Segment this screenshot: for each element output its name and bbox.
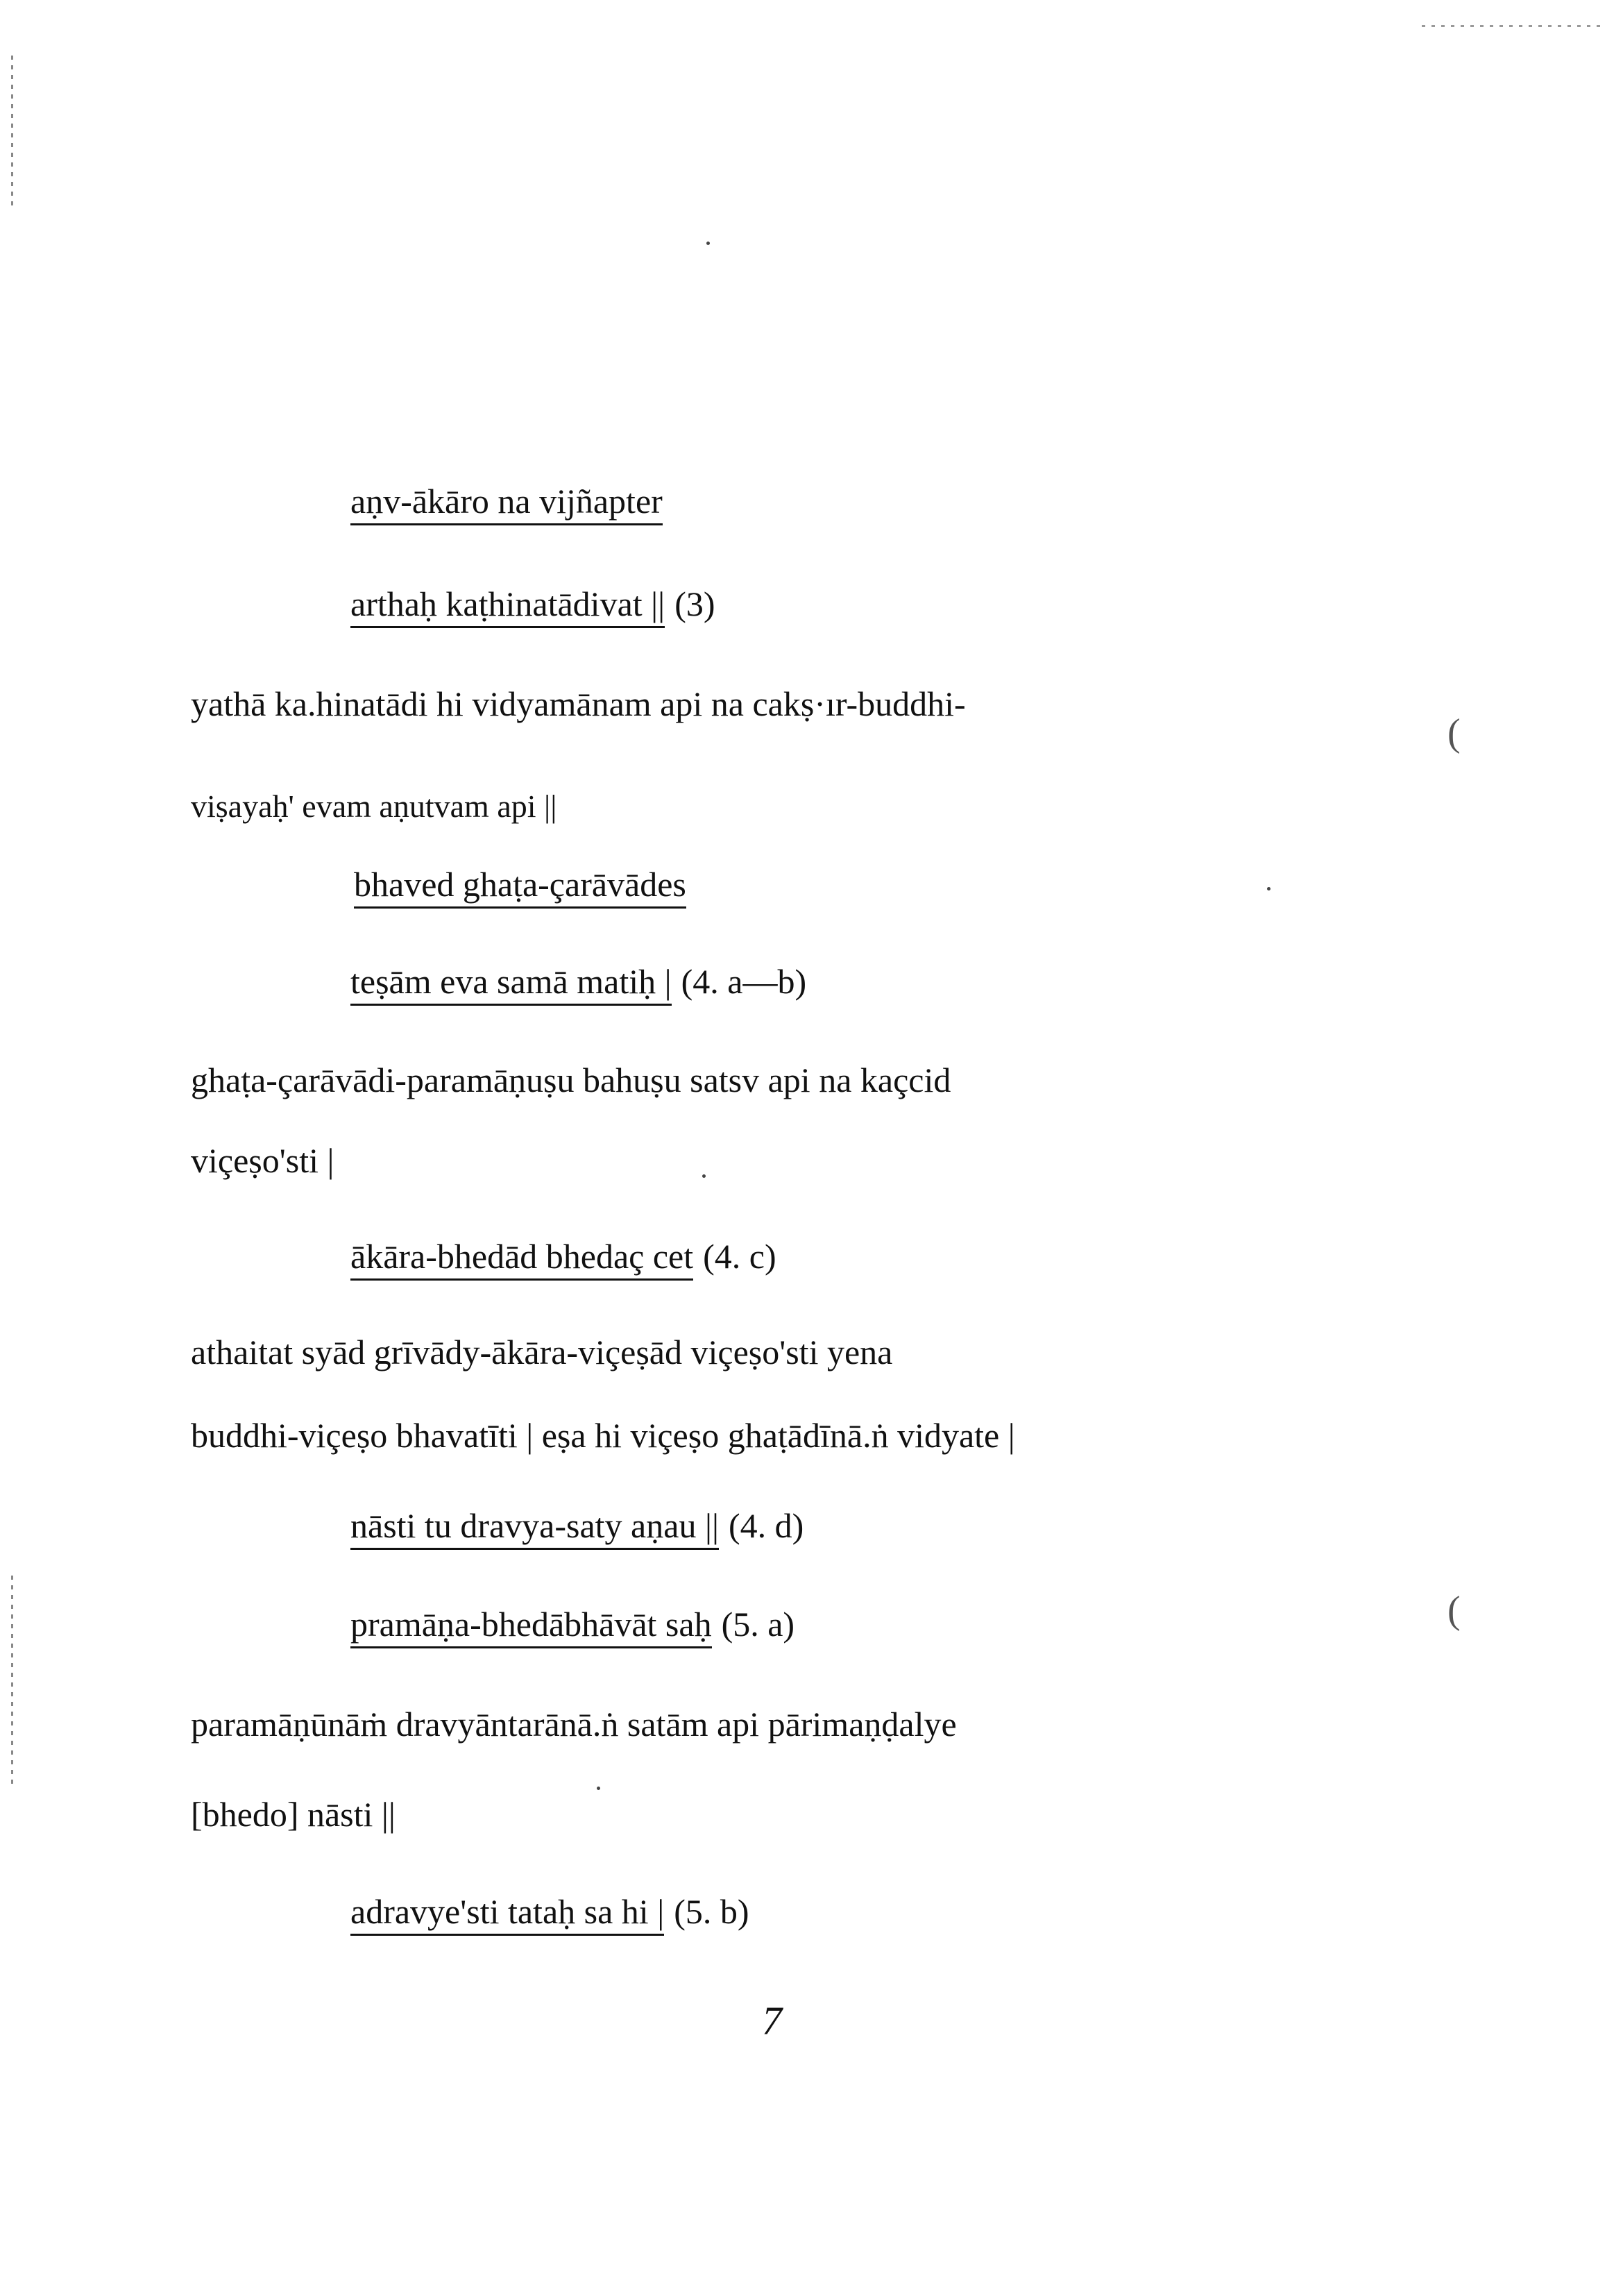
scan-edge-artifact <box>11 1576 13 1784</box>
verse-line <box>350 1891 749 1932</box>
commentary-text: buddhi-viçeṣo bhavatīti | eṣa hi viçeṣo ghaṭādīnā.ṅ vidyate | <box>191 1416 1015 1455</box>
commentary-text: athaitat syād grīvādy-ākāra-viçeṣād viçeṣo'sti yena <box>191 1333 893 1371</box>
commentary-line <box>191 1331 892 1373</box>
margin-mark: ( <box>1447 711 1461 754</box>
scan-speck <box>1267 887 1271 890</box>
verse-reference: (3) <box>674 584 715 623</box>
commentary-text: ghaṭa-çarāvādi-paramāṇuṣu bahuṣu satsv api na kaçcid <box>191 1061 951 1099</box>
commentary-text: paramāṇūnāṁ dravyāntarānā.ṅ satām api pārimaṇḍalye <box>191 1705 957 1744</box>
verse-reference: (4. d) <box>728 1506 804 1545</box>
commentary-text: viṣayaḥ' evam aṇutvam api || <box>191 788 557 824</box>
page-number: 7 <box>762 1998 782 2043</box>
scan-speck <box>702 1174 706 1178</box>
commentary-line <box>191 1703 957 1745</box>
commentary-line <box>191 1140 334 1181</box>
verse-reference: (5. b) <box>674 1892 749 1931</box>
verse-line <box>354 863 686 905</box>
verse-line <box>350 583 715 625</box>
commentary-text: viçeṣo'sti | <box>191 1141 334 1180</box>
commentary-line <box>191 786 556 827</box>
commentary-text: yathā ka.hinatādi hi vidyamānam api na cakṣ·ır-buddhi- <box>191 684 966 723</box>
verse-line <box>350 480 663 522</box>
verse-line <box>350 961 806 1002</box>
verse-reference: (5. a) <box>721 1605 795 1644</box>
verse-reference: (4. a—b) <box>681 962 807 1001</box>
verse-text: adravye'sti tataḥ sa hi | <box>350 1892 664 1936</box>
verse-line <box>350 1603 794 1645</box>
verse-text: nāsti tu dravya-saty aṇau || <box>350 1506 719 1550</box>
verse-text: pramāṇa-bhedābhāvāt saḥ <box>350 1605 712 1648</box>
commentary-line <box>191 1059 951 1101</box>
commentary-text: [bhedo] nāsti || <box>191 1795 396 1834</box>
commentary-line <box>191 683 966 725</box>
scan-speck <box>706 242 710 245</box>
scan-edge-artifact <box>11 56 13 208</box>
verse-text: arthaḥ kaṭhinatādivat || <box>350 584 665 628</box>
commentary-line <box>191 1793 396 1835</box>
commentary-line <box>191 1415 1015 1456</box>
verse-reference: (4. c) <box>703 1237 776 1276</box>
scan-edge-artifact <box>1422 25 1602 27</box>
verse-text: ākāra-bhedād bhedaç cet <box>350 1237 693 1281</box>
verse-text: bhaved ghaṭa-çarāvādes <box>354 865 686 909</box>
verse-text: teṣām eva samā matiḥ | <box>350 962 672 1006</box>
verse-line <box>350 1235 776 1277</box>
scan-speck <box>597 1787 600 1790</box>
margin-mark: ( <box>1447 1589 1461 1632</box>
verse-line <box>350 1505 804 1546</box>
verse-text: aṇv-ākāro na vijñapter <box>350 482 663 525</box>
